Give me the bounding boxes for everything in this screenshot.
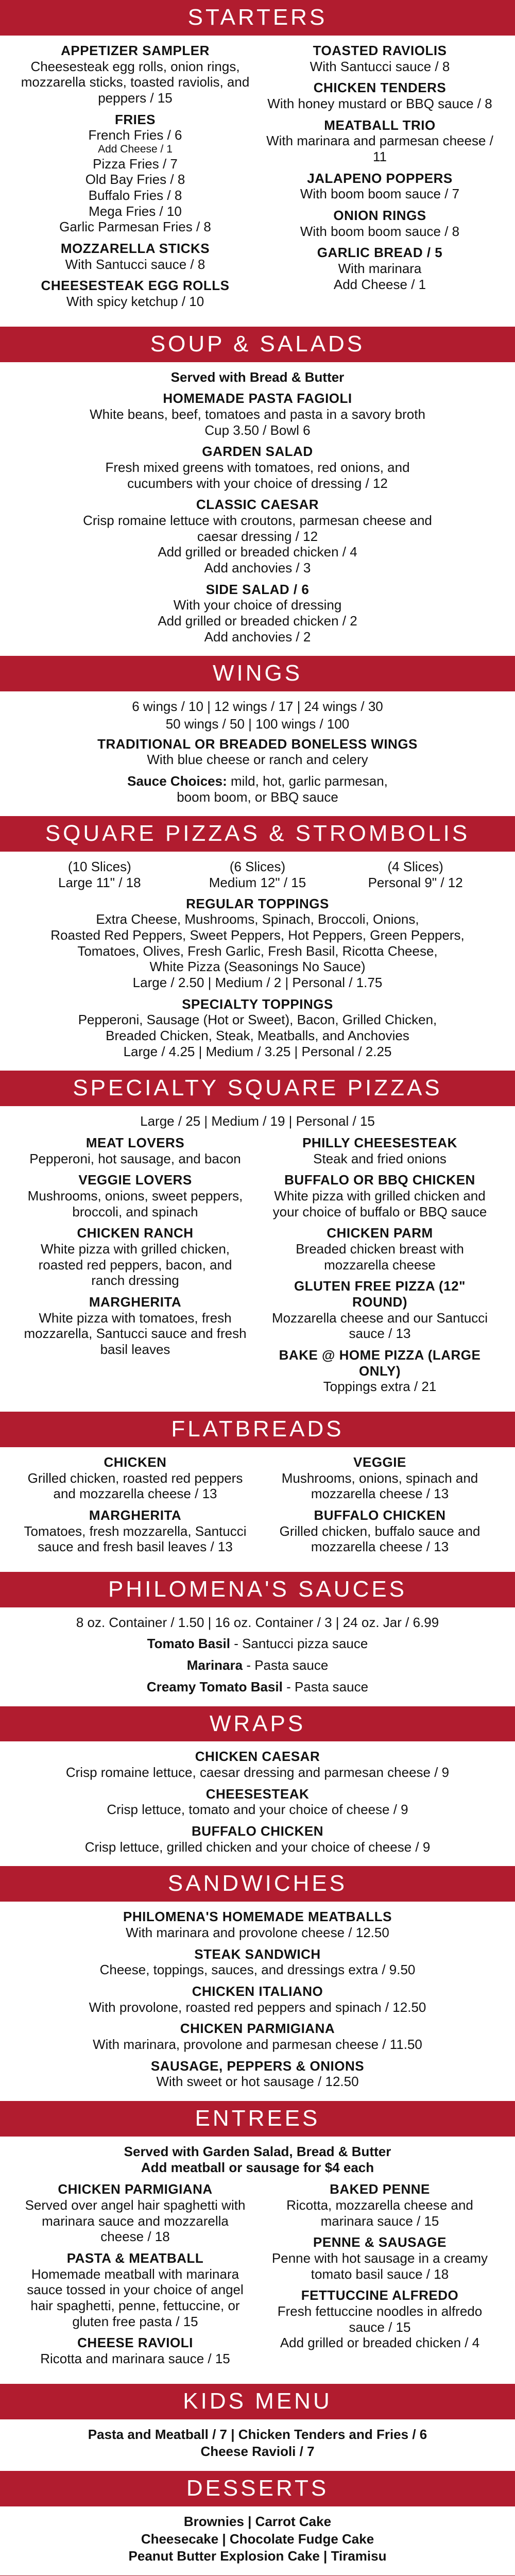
item-line: French Fries / 6 (88, 127, 182, 143)
item-desc: Cheesesteak egg rolls, onion rings, mozzarella sticks, toasted raviolis, and peppers / 15 (21, 58, 250, 106)
menu-item (265, 1507, 494, 1555)
size-column (21, 859, 179, 890)
menu-item (265, 80, 494, 111)
flatbreads-right-column (265, 1454, 494, 1561)
item-desc: Ricotta and marinara sauce / 15 (40, 2351, 230, 2367)
item-name: BAKE @ HOME PIZZA (LARGE ONLY) (279, 1347, 481, 1379)
menu-item (265, 1454, 494, 1502)
item-line: Cup 3.50 / Bowl 6 (204, 422, 311, 438)
toppings-specialty (21, 996, 494, 1060)
item-desc: With honey mustard or BBQ sauce / 8 (267, 95, 492, 111)
size-columns (21, 859, 494, 890)
sauce-desc: - Santucci pizza sauce (230, 1636, 368, 1652)
item-name: CHICKEN TENDERS (313, 80, 447, 96)
item-desc: White pizza with grilled chicken and your choice of buffalo or BBQ sauce (272, 1188, 487, 1219)
dessert-item: Tiramisu (331, 2548, 387, 2564)
slice-count: (6 Slices) (229, 859, 286, 875)
item-desc: Mushrooms, onions, sweet peppers, broccoli, and spinach (27, 1188, 243, 1219)
item-line: caesar dressing / 12 (197, 528, 318, 544)
flatbreads-grid (0, 1454, 515, 1561)
item-line: Add Cheese / 1 (98, 143, 173, 155)
item-line: Add anchovies / 3 (204, 560, 311, 576)
item-line: With your choice of dressing (173, 597, 342, 613)
starters-grid (0, 43, 515, 315)
item-name: FETTUCCINE ALFREDO (301, 2287, 459, 2303)
item-line: Extra Cheese, Mushrooms, Spinach, Broccoli, Onions, (96, 911, 419, 927)
section-header-square-pizzas: SQUARE PIZZAS & STROMBOLIS (0, 816, 515, 852)
item-desc: Cheese, toppings, sauces, and dressings extra / 9.50 (99, 1962, 416, 1978)
specialty-left-column (21, 1135, 250, 1400)
sandwiches-section (0, 1909, 515, 2090)
item-line: Roasted Red Peppers, Sweet Peppers, Hot Peppers, Green Peppers, (50, 927, 465, 943)
item-name: REGULAR TOPPINGS (186, 895, 329, 911)
item-name: GARDEN SALAD (202, 444, 313, 460)
section-header-flatbreads: FLATBREADS (0, 1412, 515, 1447)
size-price: Large 11" / 18 (58, 874, 141, 890)
menu-item (21, 1454, 250, 1502)
menu-item (265, 1225, 494, 1273)
dessert-item: Cheesecake (141, 2531, 219, 2547)
item-name: CHEESE RAVIOLI (77, 2335, 193, 2351)
menu-item (265, 1135, 494, 1166)
menu-item (265, 245, 494, 292)
sauce-label: Sauce Choices: (127, 773, 227, 789)
menu-item (265, 2181, 494, 2229)
slice-count: (10 Slices) (67, 859, 131, 875)
item-name: BUFFALO CHICKEN (192, 1823, 323, 1839)
item-name: SPECIALTY TOPPINGS (182, 996, 333, 1012)
item-desc: Grilled chicken, roasted red peppers and mozzarella cheese / 13 (27, 1470, 243, 1502)
item-line: White beans, beef, tomatoes and pasta in a savory broth (90, 406, 425, 422)
item-line: Pizza Fries / 7 (93, 156, 178, 172)
item-name: CHICKEN PARM (327, 1225, 433, 1241)
menu-item (21, 736, 494, 768)
menu-item (265, 117, 494, 165)
sauce-name: Marinara (186, 1657, 243, 1673)
item-name: SIDE SALAD / 6 (205, 581, 310, 597)
item-name: BAKED PENNE (330, 2181, 430, 2197)
section-header-wings: WINGS (0, 656, 515, 691)
item-name: VEGGIE LOVERS (78, 1172, 192, 1188)
sauce-text: boom boom, or BBQ sauce (177, 789, 338, 805)
item-extra: Add grilled or breaded chicken / 4 (280, 2335, 480, 2351)
wings-prices-line: 50 wings / 50 | 100 wings / 100 (165, 716, 350, 732)
item-desc: Breaded chicken breast with mozzarella cheese (296, 1241, 464, 1273)
item-name: PASTA & MEATBALL (66, 2250, 204, 2266)
menu-item (21, 582, 494, 645)
item-name: TOASTED RAVIOLIS (313, 42, 447, 58)
kids-line: Cheese Ravioli / 7 (200, 2444, 315, 2460)
menu-item (265, 2234, 494, 2282)
item-name: PENNE & SAUSAGE (313, 2234, 447, 2250)
item-name: PHILLY CHEESESTEAK (302, 1134, 457, 1150)
dessert-line: Cheesecake | Chocolate Fudge Cake (141, 2531, 374, 2547)
menu-item (21, 1786, 494, 1818)
item-desc: Tomatoes, fresh mozzarella, Santucci sauce and fresh basil leaves / 13 (24, 1523, 247, 1555)
section-header-starters: STARTERS (0, 0, 515, 36)
section-header-kids: KIDS MENU (0, 2384, 515, 2419)
item-desc: White pizza with tomatoes, fresh mozzarella, Santucci sauce and fresh basil leaves (24, 1310, 247, 1357)
item-desc: With boom boom sauce / 7 (300, 186, 460, 202)
sauce-desc: - Pasta sauce (243, 1657, 329, 1673)
wraps-section (0, 1749, 515, 1855)
sauce-item (21, 1636, 494, 1652)
wings-section (0, 699, 515, 805)
slice-count: (4 Slices) (387, 859, 443, 875)
item-name: CHICKEN RANCH (77, 1225, 194, 1241)
menu-item (265, 1347, 494, 1395)
menu-item (21, 1946, 494, 1978)
item-name: CHICKEN (104, 1454, 167, 1470)
dessert-line: Peanut Butter Explosion Cake | Tiramisu (128, 2548, 387, 2564)
item-name: CHEESESTEAK EGG ROLLS (41, 278, 230, 294)
section-header-wraps: WRAPS (0, 1706, 515, 1742)
size-column (336, 859, 494, 890)
served-note: Served with Bread & Butter (170, 369, 345, 385)
item-desc: With sweet or hot sausage / 12.50 (156, 2074, 359, 2090)
starters-left-column (21, 43, 250, 315)
entrees-section (0, 2144, 515, 2372)
toppings-regular (21, 896, 494, 991)
size-price: Personal 9" / 12 (368, 874, 463, 890)
item-desc: With boom boom sauce / 8 (300, 223, 460, 239)
square-section (0, 859, 515, 1059)
dessert-item: Chocolate Fudge Cake (229, 2531, 374, 2547)
section-header-desserts: DESSERTS (0, 2471, 515, 2506)
item-desc: Steak and fried onions (313, 1150, 447, 1166)
menu-item (21, 43, 250, 106)
dessert-item: Brownies (183, 2513, 244, 2529)
wings-prices-line: 6 wings / 10 | 12 wings / 17 | 24 wings / 30 (132, 699, 383, 715)
dessert-item: Peanut Butter Explosion Cake (128, 2548, 320, 2564)
specialty-right-column (265, 1135, 494, 1400)
sauce-sizes: 8 oz. Container / 1.50 | 16 oz. Container / 3 | 24 oz. Jar / 6.99 (76, 1614, 439, 1630)
dessert-line: Brownies | Carrot Cake (183, 2513, 332, 2529)
item-desc: Ricotta, mozzarella cheese and marinara sauce / 15 (286, 2197, 473, 2229)
item-name: FRIES (114, 111, 156, 127)
menu-item (265, 1278, 494, 1342)
item-name: BUFFALO OR BBQ CHICKEN (284, 1172, 475, 1188)
item-desc: Served over angel hair spaghetti with marinara sauce and mozzarella cheese / 18 (25, 2197, 246, 2245)
item-extra: Add Cheese / 1 (333, 276, 426, 292)
item-line: Tomatoes, Olives, Fresh Garlic, Fresh Basil, Ricotta Cheese, (77, 943, 438, 959)
menu-item (21, 1823, 494, 1855)
flatbreads-left-column (21, 1454, 250, 1561)
item-name: CHICKEN ITALIANO (192, 1984, 323, 1999)
menu-item (21, 2058, 494, 2090)
size-price: Medium 12" / 15 (209, 874, 306, 890)
sauce-choices (21, 773, 494, 805)
item-line: Add grilled or breaded chicken / 2 (158, 613, 357, 629)
menu-item (21, 1172, 250, 1219)
item-name: VEGGIE (353, 1454, 406, 1470)
item-desc: With Santucci sauce / 8 (310, 58, 450, 74)
item-desc: With marinara and parmesan cheese / 11 (266, 133, 493, 164)
item-line: Add grilled or breaded chicken / 4 (158, 544, 357, 560)
item-line: Crisp romaine lettuce with croutons, parmesan cheese and (83, 513, 432, 529)
item-line: Pepperoni, Sausage (Hot or Sweet), Bacon, Grilled Chicken, (78, 1012, 437, 1028)
item-name: CLASSIC CAESAR (196, 497, 319, 513)
section-header-soups: SOUP & SALADS (0, 327, 515, 362)
menu-item (21, 1507, 250, 1555)
menu-item (21, 278, 250, 309)
item-line: Large / 4.25 | Medium / 3.25 | Personal / 2.25 (123, 1043, 392, 1059)
specialty-sizes: Large / 25 | Medium / 19 | Personal / 15 (140, 1113, 375, 1129)
kids-line: Pasta and Meatball / 7 | Chicken Tenders and Fries / 6 (88, 2426, 427, 2442)
item-desc: With provolone, roasted red peppers and spinach / 12.50 (89, 1999, 426, 2015)
menu-item (21, 1135, 250, 1166)
item-name: GARLIC BREAD / 5 (317, 245, 443, 261)
item-name: MEATBALL TRIO (324, 117, 436, 133)
specialty-grid (21, 1135, 494, 1400)
item-line: Add anchovies / 2 (204, 629, 311, 645)
menu-item (265, 43, 494, 74)
sauce-text: mild, hot, garlic parmesan, (227, 773, 388, 789)
item-name: TRADITIONAL OR BREADED BONELESS WINGS (97, 736, 418, 752)
item-name: ONION RINGS (333, 207, 426, 223)
item-name: MOZZARELLA STICKS (60, 241, 210, 257)
item-desc: With marinara, provolone and parmesan cheese / 11.50 (93, 2037, 422, 2053)
served-note: Served with Garden Salad, Bread & Butter (124, 2143, 391, 2159)
item-line: Old Bay Fries / 8 (85, 172, 185, 188)
item-name: CHICKEN CAESAR (195, 1749, 320, 1765)
menu-item (265, 171, 494, 202)
menu-item (21, 2021, 494, 2052)
menu-item (21, 112, 250, 235)
dessert-item: Carrot Cake (255, 2513, 332, 2529)
item-name: CHEESESTEAK (205, 1786, 310, 1802)
item-name: MEAT LOVERS (85, 1134, 185, 1150)
item-desc: Pepperoni, hot sausage, and bacon (29, 1150, 241, 1166)
item-line: Buffalo Fries / 8 (88, 188, 182, 204)
item-name: MARGHERITA (89, 1294, 182, 1310)
sauces-section (0, 1615, 515, 1695)
item-desc: Crisp romaine lettuce, caesar dressing and parmesan cheese / 9 (65, 1765, 450, 1781)
item-desc: With marinara and provolone cheese / 12.50 (126, 1925, 389, 1941)
desserts-section (0, 2514, 515, 2564)
menu-item (21, 2181, 250, 2245)
item-desc: Crisp lettuce, tomato and your choice of cheese / 9 (107, 1802, 408, 1818)
item-desc: Fresh fettuccine noodles in alfredo sauce / 15 (277, 2303, 483, 2335)
item-desc: Mushrooms, onions, spinach and mozzarella cheese / 13 (281, 1470, 478, 1502)
item-name: STEAK SANDWICH (194, 1946, 321, 1962)
item-line: Mega Fries / 10 (89, 203, 182, 219)
item-desc: Crisp lettuce, grilled chicken and your choice of cheese / 9 (84, 1839, 431, 1855)
item-line: Fresh mixed greens with tomatoes, red onions, and (105, 460, 410, 476)
menu-item (21, 2335, 250, 2366)
item-line: Breaded Chicken, Steak, Meatballs, and Anchovies (106, 1027, 409, 1043)
item-name: MARGHERITA (89, 1507, 182, 1523)
sauce-item (21, 1657, 494, 1673)
menu-item (21, 391, 494, 438)
soups-section (0, 369, 515, 645)
entrees-grid (21, 2181, 494, 2372)
menu-item (21, 497, 494, 575)
item-name: PHILOMENA'S HOMEMADE MEATBALLS (123, 1909, 392, 1925)
menu-item (21, 1984, 494, 2015)
item-desc: With spicy ketchup / 10 (66, 294, 204, 310)
menu-item (21, 1749, 494, 1780)
menu-item (21, 1909, 494, 1940)
item-desc: Penne with hot sausage in a creamy tomato basil sauce / 18 (271, 2250, 488, 2282)
kids-section (0, 2427, 515, 2460)
item-desc: White pizza with grilled chicken, roasted red peppers, bacon, and ranch dressing (38, 1241, 232, 1289)
sauce-name: Tomato Basil (147, 1636, 230, 1652)
item-line: White Pizza (Seasonings No Sauce) (149, 959, 366, 975)
sauce-name: Creamy Tomato Basil (146, 1679, 283, 1694)
item-desc: Homemade meatball with marinara sauce tossed in your choice of angel hair spaghetti, penne, fettuccine, or gluten free pasta / 15 (27, 2266, 244, 2329)
menu-item (265, 2287, 494, 2351)
menu-item (21, 444, 494, 491)
item-name: GLUTEN FREE PIZZA (12" ROUND) (294, 1278, 466, 1310)
menu-item (265, 208, 494, 239)
sauce-desc: - Pasta sauce (282, 1679, 369, 1694)
item-name: BUFFALO CHICKEN (314, 1507, 446, 1523)
item-name: JALAPENO POPPERS (307, 170, 453, 186)
section-header-sandwiches: SANDWICHES (0, 1866, 515, 1902)
menu-item (21, 241, 250, 272)
sauce-item (21, 1679, 494, 1695)
item-name: APPETIZER SAMPLER (61, 42, 210, 58)
item-name: HOMEMADE PASTA FAGIOLI (163, 391, 352, 406)
specialty-section (0, 1113, 515, 1400)
item-name: CHICKEN PARMIGIANA (180, 2021, 335, 2037)
served-note: Add meatball or sausage for $4 each (141, 2159, 374, 2175)
item-name: CHICKEN PARMIGIANA (58, 2181, 213, 2197)
item-line: Large / 2.50 | Medium / 2 | Personal / 1.75 (132, 974, 383, 990)
item-name: SAUSAGE, PEPPERS & ONIONS (150, 2058, 365, 2074)
item-desc: With marinara (338, 260, 422, 276)
menu-item (265, 1172, 494, 1219)
starters-right-column (265, 43, 494, 315)
entrees-left-column (21, 2181, 250, 2372)
item-desc: Toppings extra / 21 (323, 1379, 437, 1395)
size-column (179, 859, 337, 890)
section-header-entrees: ENTREES (0, 2101, 515, 2137)
item-desc: With blue cheese or ranch and celery (147, 752, 368, 768)
menu-item (21, 2250, 250, 2329)
entrees-right-column (265, 2181, 494, 2372)
item-line: cucumbers with your choice of dressing / 12 (127, 475, 388, 491)
item-desc: Mozzarella cheese and our Santucci sauce / 13 (271, 1310, 488, 1342)
item-desc: With Santucci sauce / 8 (65, 256, 205, 272)
section-header-specialty-pizzas: SPECIALTY SQUARE PIZZAS (0, 1071, 515, 1106)
item-line: Garlic Parmesan Fries / 8 (59, 219, 211, 235)
item-desc: Grilled chicken, buffalo sauce and mozzarella cheese / 13 (279, 1523, 480, 1555)
section-header-sauces: PHILOMENA'S SAUCES (0, 1572, 515, 1607)
menu-item (21, 1225, 250, 1289)
menu-item (21, 1294, 250, 1358)
